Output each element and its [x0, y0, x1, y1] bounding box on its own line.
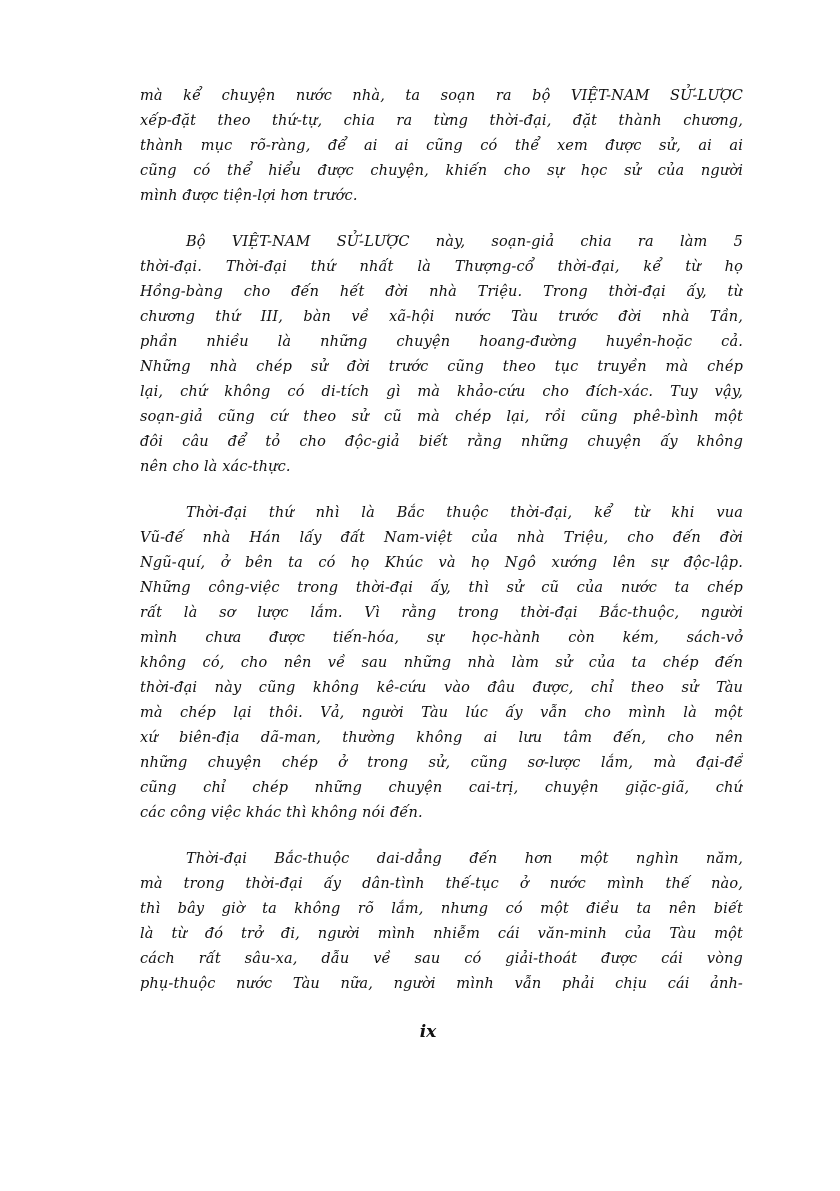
text-line: soạn-giả cũng cứ theo sử cũ mà chép lại, rồi cũng phê-bình một: [140, 409, 743, 425]
paragraph-2: [140, 230, 743, 480]
paragraph-4: [140, 847, 743, 997]
body-text: [140, 84, 743, 1018]
paragraph-3: [140, 501, 743, 826]
text-line: thành mục rõ-ràng, để ai ai cũng có thể xem được sử, ai ai: [140, 138, 743, 154]
text-line: xứ biên-địa dã-man, thường không ai lưu tâm đến, cho nên: [140, 730, 743, 746]
text-line: đôi câu để tỏ cho độc-giả biết rằng những chuyện ấy không: [140, 434, 743, 450]
text-line: là từ đó trở đi, người mình nhiễm cái văn-minh của Tàu một: [140, 926, 743, 942]
text-line: Ngũ-quí, ở bên ta có họ Khúc và họ Ngô xướng lên sự độc-lập.: [140, 555, 743, 571]
text-line: mà chép lại thôi. Vả, người Tàu lúc ấy vẫn cho mình là một: [140, 705, 743, 721]
text-line: mà trong thời-đại ấy dân-tình thế-tục ở nước mình thế nào,: [140, 876, 743, 892]
text-line: thời-đại này cũng không kê-cứu vào đâu được, chỉ theo sử Tàu: [140, 680, 743, 696]
text-line: Hồng-bàng cho đến hết đời nhà Triệu. Trong thời-đại ấy, từ: [140, 284, 743, 300]
text-line: Thời-đại Bắc-thuộc dai-dẳng đến hơn một nghìn năm,: [186, 851, 743, 867]
text-line: chương thứ III, bàn về xã-hội nước Tàu trước đời nhà Tần,: [140, 309, 743, 325]
text-line: lại, chứ không có di-tích gì mà khảo-cứu cho đích-xác. Tuy vậy,: [140, 384, 743, 400]
text-line: rất là sơ lược lắm. Vì rằng trong thời-đại Bắc-thuộc, người: [140, 605, 743, 621]
text-line: Những nhà chép sử đời trước cũng theo tục truyền mà chép: [140, 359, 743, 375]
text-line: phần nhiều là những chuyện hoang-đường huyền-hoặc cả.: [140, 334, 743, 350]
text-line: mình chưa được tiến-hóa, sự học-hành còn kém, sách-vở: [140, 630, 743, 646]
text-line: Vũ-đế nhà Hán lấy đất Nam-việt của nhà Triệu, cho đến đời: [140, 530, 743, 546]
text-line: mình được tiện-lợi hơn trước.: [140, 188, 358, 204]
text-line: những chuyện chép ở trong sử, cũng sơ-lược lắm, mà đại-để: [140, 755, 743, 771]
text-line: thời-đại. Thời-đại thứ nhất là Thượng-cổ thời-đại, kể từ họ: [140, 259, 743, 275]
text-line: phụ-thuộc nước Tàu nữa, người mình vẫn phải chịu cái ảnh-: [140, 976, 743, 992]
text-line: Bộ VIỆT-NAM SỬ-LƯỢC này, soạn-giả chia ra làm 5: [186, 234, 743, 250]
text-line: nên cho là xác-thực.: [140, 459, 291, 475]
text-line: Thời-đại thứ nhì là Bắc thuộc thời-đại, kể từ khi vua: [186, 505, 743, 521]
text-line: không có, cho nên về sau những nhà làm sử của ta chép đến: [140, 655, 743, 671]
page-number: ix: [419, 1022, 437, 1042]
text-line: thì bây giờ ta không rõ lắm, nhưng có một điều ta nên biết: [140, 901, 743, 917]
text-line: mà kể chuyện nước nhà, ta soạn ra bộ VIỆT-NAM SỬ-LƯỢC: [140, 88, 743, 104]
paragraph-1: [140, 84, 743, 209]
text-line: xếp-đặt theo thứ-tự, chia ra từng thời-đại, đặt thành chương,: [140, 113, 743, 129]
text-line: cũng có thể hiểu được chuyện, khiến cho sự học sử của người: [140, 163, 743, 179]
text-line: các công việc khác thì không nói đến.: [140, 805, 423, 821]
text-line: cách rất sâu-xa, dẫu về sau có giải-thoát được cái vòng: [140, 951, 743, 967]
text-line: Những công-việc trong thời-đại ấy, thì sử cũ của nước ta chép: [140, 580, 743, 596]
text-line: cũng chỉ chép những chuyện cai-trị, chuyện giặc-giã, chứ: [140, 780, 743, 796]
